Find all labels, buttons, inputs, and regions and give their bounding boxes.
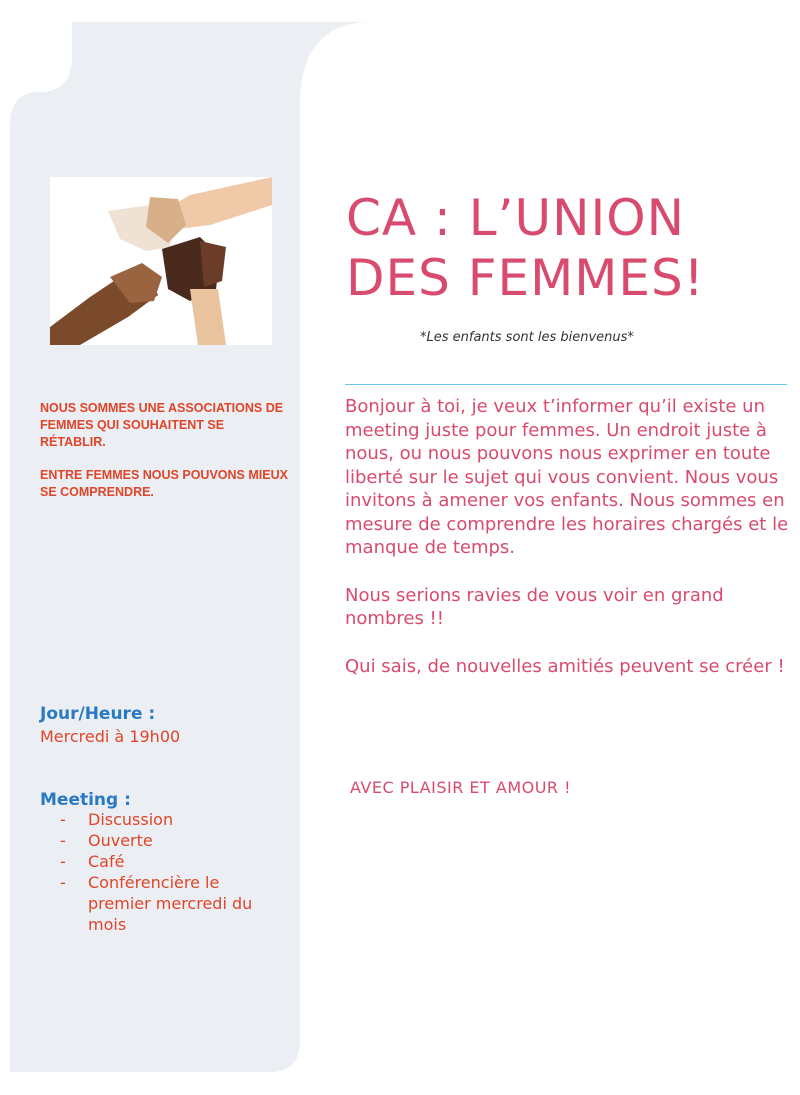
linked-hands-image — [50, 177, 272, 345]
paragraph-friendship: Qui sais, de nouvelles amitiés peuvent se créer ! — [345, 655, 785, 677]
association-tagline — [40, 400, 290, 517]
meeting-label: Meeting : — [40, 790, 131, 810]
meeting-item: - Café — [60, 851, 270, 872]
closing-line: AVEC PLAISIR ET AMOUR ! — [350, 778, 572, 797]
paragraph-welcome: Nous serions ravies de vous voir en grand nombres !! — [345, 584, 724, 629]
paragraph-intro: Bonjour à toi, je veux t’informer qu’il existe un meeting juste pour femmes. Un endroit juste à nous, ou nous pouvons nous exprimer en toute liberté sur le sujet qui vous convient. Nous vous invitons à amener vos enfants. Nous sommes en mesure de comprendre les horaires chargés et le manque de temps. — [345, 396, 789, 558]
page-title: CA : L’UNION DES FEMMES! — [346, 189, 705, 307]
meeting-item: - Ouverte — [60, 830, 270, 851]
title-divider — [345, 384, 787, 385]
schedule-label: Jour/Heure : — [40, 704, 156, 724]
schedule-value: Mercredi à 19h00 — [40, 727, 181, 746]
meeting-item: - Discussion — [60, 809, 270, 830]
page-subtitle: *Les enfants sont les bienvenus* — [420, 330, 634, 345]
meeting-list — [60, 809, 270, 935]
tagline-understanding: ENTRE FEMMES NOUS POUVONS MIEUX SE COMPRENDRE. — [40, 468, 288, 499]
meeting-item: - Conférencière le premier mercredi du mois — [60, 872, 270, 935]
invitation-text — [345, 395, 790, 702]
tagline-intro: NOUS SOMMES UNE ASSOCIATIONS DE FEMMES QUI SOUHAITENT SE RÉTABLIR. — [40, 401, 284, 449]
